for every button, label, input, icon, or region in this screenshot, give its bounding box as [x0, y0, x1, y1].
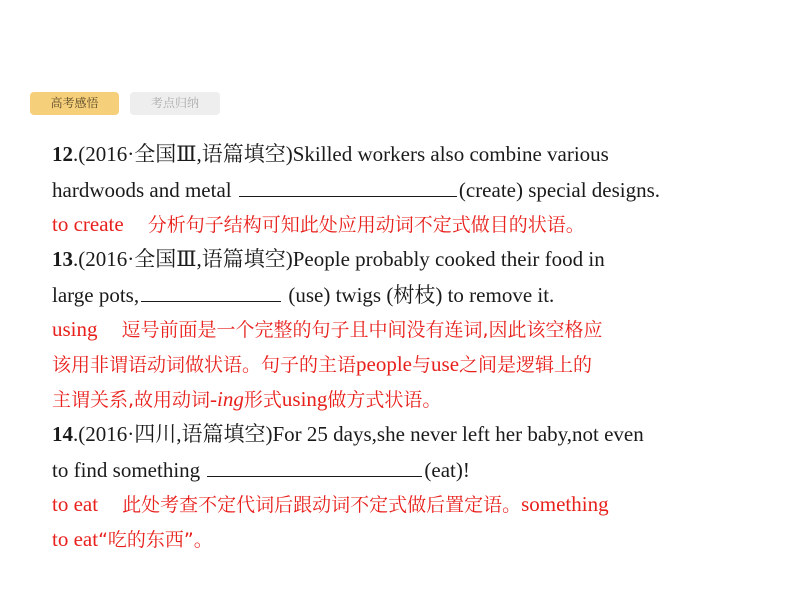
q13-explanation-3c: 形式: [243, 389, 282, 411]
q14-stem-2b: (eat)!: [424, 458, 470, 482]
q13-explanation-3a: 主谓关系,故用动词: [52, 389, 211, 411]
q13-line2: [52, 277, 772, 312]
q12-explanation: 分析句子结构可知此处应用动词不定式做目的状语。: [147, 214, 585, 236]
q14-answer-line: [52, 487, 772, 522]
q13-explanation-line2: [52, 347, 772, 382]
q14-explanation-1b: something: [521, 492, 609, 516]
tab-gaokao-ganwu[interactable]: 高考感悟: [30, 92, 119, 115]
q13-answer-line: [52, 312, 772, 347]
tab-kaodian-guina[interactable]: 考点归纳: [130, 92, 220, 115]
q14-explanation-2b: “吃的东西”。: [98, 529, 213, 551]
q13-number: 13: [52, 247, 73, 271]
q13-explanation-2e: 之间是逻辑上的: [459, 354, 593, 376]
q14-answer: to eat: [52, 492, 99, 516]
q12-blank: [239, 172, 457, 197]
q13-blank: [141, 277, 281, 302]
q12-stem-1: .(2016·全国Ⅲ,语篇填空)Skilled workers also combine various: [73, 142, 609, 166]
q13-stem-2a: large pots,: [52, 283, 140, 307]
q14-stem-2a: to find something: [52, 458, 206, 482]
q13-explanation-3e: 做方式状语。: [327, 389, 442, 411]
question-content: [52, 137, 772, 557]
q14-line2: [52, 452, 772, 487]
q13-explanation-2b: people: [356, 352, 412, 376]
q12-answer: to create: [52, 212, 124, 236]
q13-stem-1: .(2016·全国Ⅲ,语篇填空)People probably cooked their food in: [73, 247, 605, 271]
q12-answer-line: [52, 207, 772, 242]
q12-line2: [52, 172, 772, 207]
q12-line1: [52, 137, 772, 172]
q12-stem-2b: (create) special designs.: [458, 178, 661, 202]
q14-number: 14: [52, 422, 73, 446]
q13-explanation-3d: using: [281, 387, 328, 411]
q13-explanation-2d: use: [431, 352, 460, 376]
q13-explanation-2a: 该用非谓语动词做状语。句子的主语: [52, 354, 357, 376]
q13-explanation-3b: -ing: [210, 387, 244, 411]
q14-stem-1: .(2016·四川,语篇填空)For 25 days,she never left her baby,not even: [73, 422, 644, 446]
q14-blank: [207, 452, 422, 477]
q12-number: 12: [52, 142, 73, 166]
q14-line1: [52, 417, 772, 452]
q13-explanation-1: 逗号前面是一个完整的句子且中间没有连词,因此该空格应: [121, 319, 603, 341]
q14-explanation-line2: [52, 522, 772, 557]
q14-explanation-2a: to eat: [52, 527, 99, 551]
q13-explanation-line3: [52, 382, 772, 417]
q12-stem-2a: hardwoods and metal: [52, 178, 237, 202]
q14-explanation-1a: 此处考查不定代词后跟动词不定式做后置定语。: [122, 494, 522, 516]
q13-answer: using: [52, 317, 98, 341]
q13-stem-2b: (use) twigs (树枝) to remove it.: [283, 283, 555, 307]
q13-line1: [52, 242, 772, 277]
q13-explanation-2c: 与: [412, 354, 432, 376]
